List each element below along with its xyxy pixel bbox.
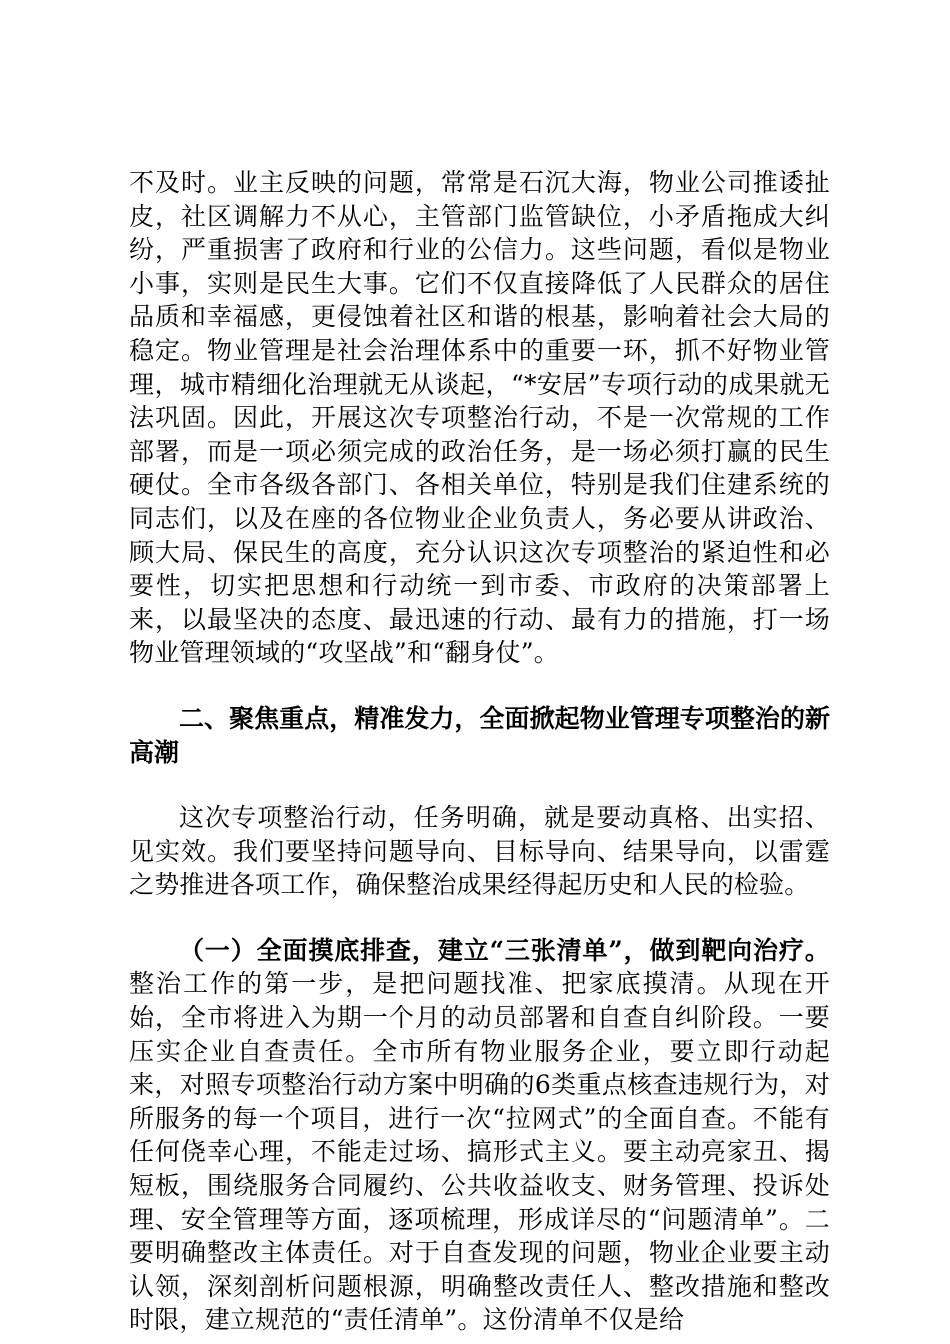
body-paragraph-1: 不及时。业主反映的问题，常常是石沉大海，物业公司推诿扯皮，社区调解力不从心，主管部门监管缺位，小矛盾拖成大纠纷，严重损害了政府和行业的公信力。这些问题，看似是物业小事，实则是民生大事。它们不仅直接降低了人民群众的居住品质和幸福感，更侵蚀着社区和谐的根基，影响着社会大局的稳定。物业管理是社会治理体系中的重要一环，抓不好物业管理，城市精细化治理就无从谈起，“*安居”专项行动的成果就无法巩固。因此，开展这次专项整治行动，不是一次常规的工作部署，而是一项必须完成的政治任务，是一场必须打赢的民生硬仗。全市各级各部门、各相关单位，特别是我们住建系统的同志们，以及在座的各位物业企业负责人，务必要从讲政治、顾大局、保民生的高度，充分认识这次专项整治的紧迫性和必要性，切实把思想和行动统一到市委、市政府的决策部署上来，以最坚决的态度、最迅速的行动、最有力的措施，打一场物业管理领域的“攻坚战”和“翻身仗”。 [129,168,830,668]
subsection-body-1: 整治工作的第一步，是把问题找准、把家底摸清。从现在开始，全市将进入为期一个月的动员部署和自查自纠阶段。一要压实企业自查责任。全市所有物业服务企业，要立即行动起来，对照专项整治行动方案中明确的6类重点核查违规行为，对所服务的每一个项目，进行一次“拉网式”的全面自查。不能有任何侥幸心理，不能走过场、搞形式主义。要主动亮家丑、揭短板，围绕服务合同履约、公共收益收支、财务管理、投诉处理、安全管理等方面，逐项梳理，形成详尽的“问题清单”。二要明确整改主体责任。对于自查发现的问题，物业企业要主动认领，深刻剖析问题根源，明确整改责任人、整改措施和整改时限，建立规范的“责任清单”。这份清单不仅是给 [129,969,830,1335]
paragraph-gap [129,902,830,934]
paragraph-gap [129,769,830,801]
body-paragraph-2: 这次专项整治行动，任务明确，就是要动真格、出实招、见实效。我们要坚持问题导向、目标导向、结果导向，以雷霆之势推进各项工作，确保整治成果经得起历史和人民的检验。 [129,803,830,900]
subsection-heading-1: （一）全面摸底排查，建立“三张清单”，做到靶向治疗。 [179,935,830,965]
document-page [129,166,830,1337]
section-heading-2: 二、聚焦重点，精准发力，全面掀起物业管理专项整治的新高潮 [129,703,830,767]
body-paragraph-3 [129,934,830,1337]
paragraph-gap [129,670,830,702]
